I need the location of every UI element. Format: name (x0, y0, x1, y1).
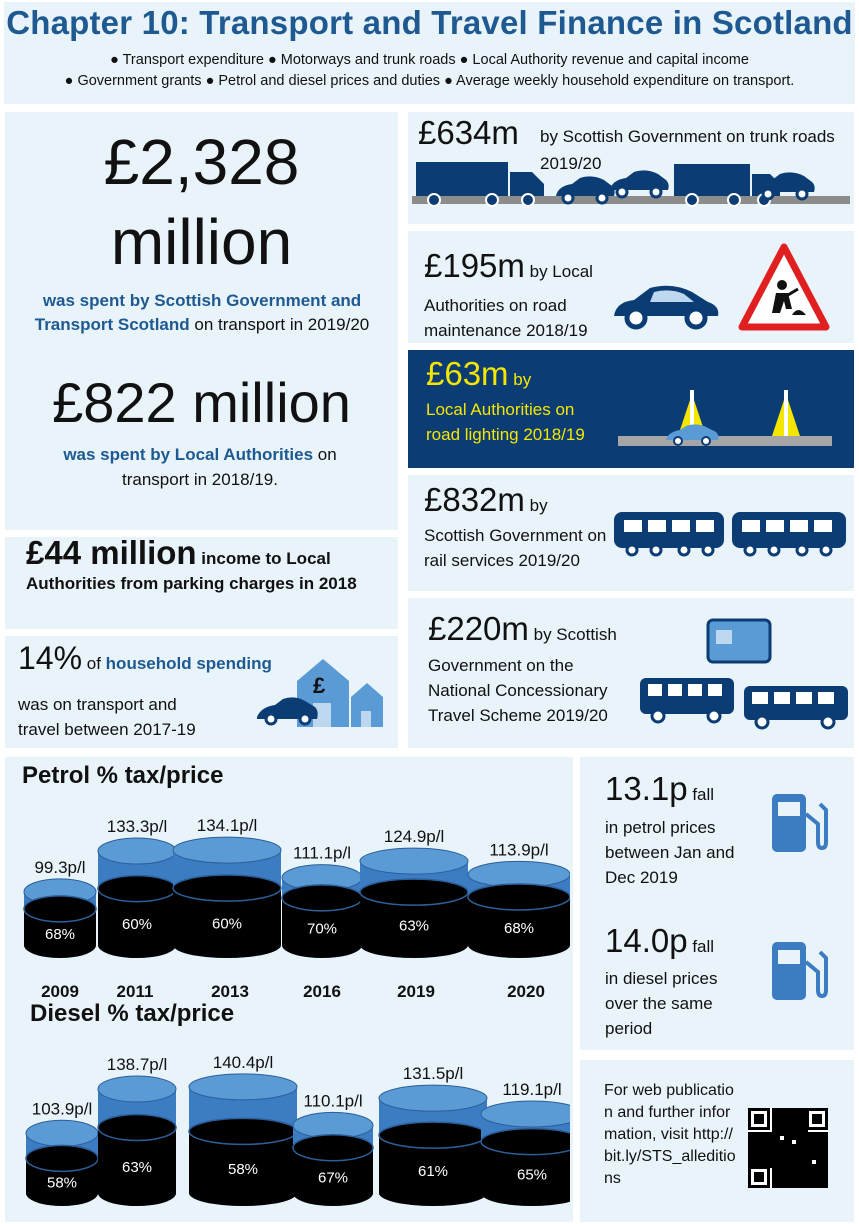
roadworks-sign-icon (738, 243, 830, 333)
street-lights-icon (618, 388, 838, 458)
barrel-2020 (468, 840, 570, 958)
page-title: Chapter 10: Transport and Travel Finance in Scotland (6, 4, 853, 41)
web-info-text: For web publication and further information, visit http://bit.ly/STS_alleditions (604, 1082, 736, 1187)
diesel-fall-amount: 14.0p (605, 922, 688, 959)
tax-share-label: 68% (503, 919, 535, 937)
car-icon (610, 280, 722, 330)
price-label: 124.9p/l (383, 827, 445, 847)
qr-code-icon[interactable] (748, 1108, 828, 1188)
tax-share-label: 67% (317, 1169, 349, 1187)
trucks-cars-icon (412, 160, 850, 215)
price-label: 111.1p/l (293, 843, 351, 863)
price-label: 119.1p/l (502, 1079, 562, 1099)
diesel-barrel-chart (10, 1028, 570, 1220)
tax-fill-bottom (189, 1180, 297, 1206)
price-label: 110.1p/l (303, 1091, 363, 1111)
tax-share-label: 60% (121, 915, 153, 933)
rail-heading (424, 481, 548, 519)
tax-fill-top (481, 1129, 570, 1155)
header-bullets-line1: ● Transport expenditure ● Motorways and trunk roads ● Local Authority revenue and capital income (110, 52, 749, 68)
barrel-top (481, 1101, 570, 1127)
barrel-2013 (189, 1053, 297, 1206)
sg-spend-amount-line2: million (110, 206, 293, 278)
tax-fill-top (26, 1145, 98, 1171)
petrol-chart-title: Petrol % tax/price (22, 762, 224, 789)
tax-share-label: 58% (227, 1161, 259, 1179)
lighting-description: Local Authorities on road lighting 2018/19 (426, 400, 585, 444)
household-pct: 14% (18, 640, 83, 676)
year-label-2009: 2009 (41, 982, 79, 1001)
tax-share-label: 63% (398, 917, 430, 935)
tax-share-label: 65% (516, 1166, 548, 1184)
tax-share-label: 70% (306, 920, 338, 938)
barrel-2019 (360, 827, 468, 958)
tax-share-label: 58% (46, 1174, 78, 1192)
price-label: 99.3p/l (34, 857, 86, 877)
diesel-fall-heading (605, 922, 714, 960)
tax-fill-bottom (379, 1180, 487, 1206)
buses-icon (638, 672, 852, 730)
barrel-top (26, 1120, 98, 1146)
tax-fill-top (24, 896, 96, 922)
barrel-2016 (293, 1091, 373, 1206)
petrol-fall-word: fall (687, 785, 715, 804)
price-label: 138.7p/l (106, 1055, 168, 1075)
maintenance-heading (424, 247, 593, 285)
tax-fill-bottom (360, 932, 468, 958)
tax-fill-bottom (98, 932, 176, 958)
year-label-2020: 2020 (507, 982, 545, 1001)
sg-spend-description-rest: on transport in 2019/20 (189, 315, 370, 334)
la-spend-description-bold: was spent by Local Authorities (63, 445, 314, 464)
tax-fill-top (282, 885, 362, 911)
trunk-amount: £634m (418, 114, 519, 151)
year-label-2011: 2011 (116, 982, 154, 1001)
tax-share-label: 68% (44, 925, 76, 943)
tax-fill-top (468, 884, 570, 910)
la-spend-amount: £822 million (52, 371, 351, 434)
household-rest: was on transport and travel between 2017-19 (18, 695, 196, 739)
petrol-fall-heading (605, 770, 714, 808)
year-label-2019: 2019 (397, 982, 435, 1001)
maintenance-amount: £195m (424, 247, 525, 284)
barrel-2009 (24, 858, 96, 958)
tax-fill-bottom (173, 932, 281, 958)
diesel-fall-description: in diesel prices over the same period (605, 969, 718, 1038)
household-bold: household spending (105, 654, 272, 673)
price-label: 133.3p/l (106, 817, 168, 837)
sg-spend-description (22, 289, 382, 337)
barrel-top (98, 1076, 176, 1102)
rail-by: by (524, 496, 548, 515)
lighting-amount: £63m (426, 355, 509, 392)
household-of: of (82, 654, 106, 673)
parking-description: income to Local Authorities from parking charges in 2018 (26, 549, 357, 593)
price-label: 134.1p/l (196, 816, 258, 836)
tax-fill-top (98, 876, 176, 902)
price-label: 113.9p/l (489, 840, 549, 860)
barrel-2019 (379, 1064, 487, 1206)
lighting-by: by (508, 370, 532, 389)
bus-pass-icon (706, 618, 772, 664)
tax-fill-bottom (98, 1180, 176, 1206)
barrel-top (379, 1085, 487, 1111)
barrel-2013 (173, 816, 281, 958)
la-spend-description (30, 442, 370, 492)
year-label-2016: 2016 (303, 982, 341, 1001)
lighting-heading (426, 355, 531, 393)
barrel-2020 (481, 1080, 570, 1206)
tax-fill-top (293, 1135, 373, 1161)
barrel-top (173, 837, 281, 863)
concession-description: Government on the National Concessionary Travel Scheme 2019/20 (428, 656, 608, 725)
diesel-fall-word: fall (687, 937, 715, 956)
fuel-pump-icon (768, 938, 830, 1004)
tax-fill-top (379, 1122, 487, 1148)
tax-fill-top (189, 1118, 297, 1144)
sg-spend-amount (5, 126, 398, 278)
barrel-top (98, 838, 176, 864)
petrol-fall-description: in petrol prices between Jan and Dec 2019 (605, 818, 735, 887)
tax-fill-top (360, 879, 468, 905)
la-spend-description-rest: on transport in 2018/19. (122, 445, 337, 489)
rail-description: Scottish Government on rail services 2019/20 (424, 526, 607, 570)
fuel-pump-icon (768, 790, 830, 856)
price-label: 140.4p/l (212, 1052, 274, 1072)
petrol-barrel-chart (10, 785, 570, 965)
price-label: 131.5p/l (402, 1064, 464, 1084)
price-label: 103.9p/l (31, 1099, 93, 1119)
concession-heading (428, 610, 617, 648)
trunk-description: by Scottish Government on trunk roads 2019/20 (540, 127, 835, 173)
barrel-2011 (98, 817, 176, 958)
tax-share-label: 60% (211, 915, 243, 933)
barrel-2009 (26, 1099, 98, 1206)
barrel-2016 (282, 844, 362, 958)
barrel-top (189, 1074, 297, 1100)
parking-amount: £44 million (26, 534, 197, 571)
houses-car-icon (255, 655, 395, 730)
year-label-2013: 2013 (211, 982, 249, 1001)
barrel-2011 (98, 1055, 176, 1206)
maintenance-description: Authorities on road maintenance 2018/19 (424, 296, 588, 340)
parking-text (26, 534, 386, 596)
maintenance-by: by Local (524, 262, 593, 281)
svg-text:£: £ (313, 673, 326, 698)
concession-by: by Scottish (528, 625, 617, 644)
header-bullets-line2: ● Government grants ● Petrol and diesel prices and duties ● Average weekly household expenditure on transport. (64, 73, 795, 89)
petrol-fall-amount: 13.1p (605, 770, 688, 807)
sg-spend-description-bold: was spent by Scottish Government and Transport Scotland (34, 291, 362, 334)
barrel-top (360, 848, 468, 874)
concession-amount: £220m (428, 610, 529, 647)
tax-fill-top (173, 875, 281, 901)
diesel-chart-title: Diesel % tax/price (30, 1000, 235, 1027)
tax-fill-top (98, 1114, 176, 1140)
tax-share-label: 61% (417, 1163, 449, 1181)
sg-spend-amount-line1: £2,328 (103, 126, 300, 198)
rail-amount: £832m (424, 481, 525, 518)
tax-share-label: 63% (121, 1159, 153, 1177)
train-icon (612, 508, 850, 558)
